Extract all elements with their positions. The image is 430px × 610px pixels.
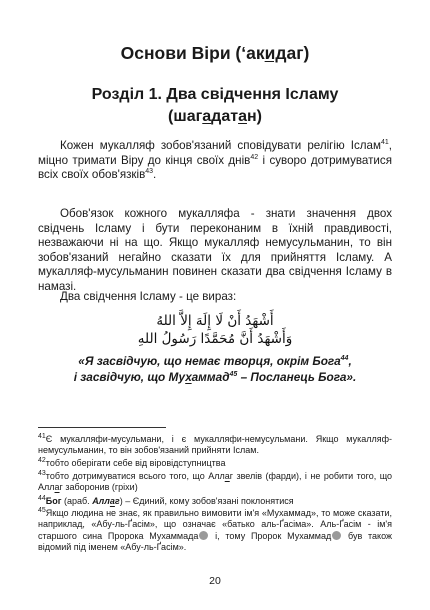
paragraph-1: Кожен мукалляф зобов'язаний сповідувати релігію Іслам$^{41}$, міцно тримати Віру до кінця своїх днів$^{42}$ і суворо дотримуватися всіх своїх обов'язків$^{43}$. xyxy=(38,139,392,182)
paragraph-2: Обов'язок кожного мукалляфа - знати значення двох свідчень Ісламу і бути переконаним в їхній правдивості, незважаючи ні на що. Якщо мукалляф немусульманин, то він зобов'язаний негайно сказати їх для прийняття Ісламу. А мукалляф-мусульманин повинен сказати два свідчення Ісламу в намазі. xyxy=(38,207,392,293)
paragraph-3: Два свідчення Ісламу - це вираз: xyxy=(60,290,237,303)
footnote-45: $^{45}$Якщо людина не знає, як правильно вимовити ім'я «Мухаммад», то може сказати, наприклад, «Абу-ль-Ґасім», що означає «батько аль-Ґасіма». Аль-Ґасім - ім'я старшого сина Пророка Мухаммада і, тому Пророк Мухаммад був також відомий під іменем «Абу-ль-Ґасім». xyxy=(38,507,392,553)
salawat-honorific-icon xyxy=(332,531,341,540)
section-title-line2: (шагадатан) xyxy=(168,108,262,125)
salawat-honorific-icon xyxy=(199,531,208,540)
shahada-translation-line1: «Я засвідчую, що немає творця, окрім Бога$^{44}$, xyxy=(78,354,352,368)
footnote-44: $^{44}$Бог (араб. Аллаг) – Єдиний, кому зобов'язані поклонятися xyxy=(38,495,294,506)
footnote-41: $^{41}$Є мукалляфи-мусульмани, і є мукалляфи-немусульмани. Якщо мукалляф-немусульманин, то він зобов'язаний прийняти Іслам. xyxy=(38,433,392,456)
chapter-title: Основи Віри (‘акидаг) xyxy=(120,43,310,63)
shahada-translation xyxy=(0,354,430,385)
section-title-line1: Розділ 1. Два свідчення Ісламу xyxy=(91,86,339,103)
arabic-shahada-line-1: أَشْهَدُ أَنْ لَا إِلَهَ إِلاَّ اللهُ xyxy=(156,313,274,329)
page-number: 20 xyxy=(209,575,221,587)
section-title xyxy=(0,84,430,128)
arabic-shahada-line-2: وَأَشْهَدُ أَنَّ مُحَمَّدًا رَسُولُ اللهِ xyxy=(137,331,293,347)
footnote-42: $^{42}$тобто оберігати себе від віровідступництва xyxy=(38,457,226,468)
footnote-43: $^{43}$тобто дотримуватися всього того, що Аллаг звелів (фарди), і не робити того, що Аллаг заборонив (гріхи) xyxy=(38,470,393,493)
shahada-translation-line2: і засвідчую, що Мухаммад$^{45}$ – Посланець Бога». xyxy=(73,369,357,384)
footnote-separator xyxy=(38,427,166,428)
